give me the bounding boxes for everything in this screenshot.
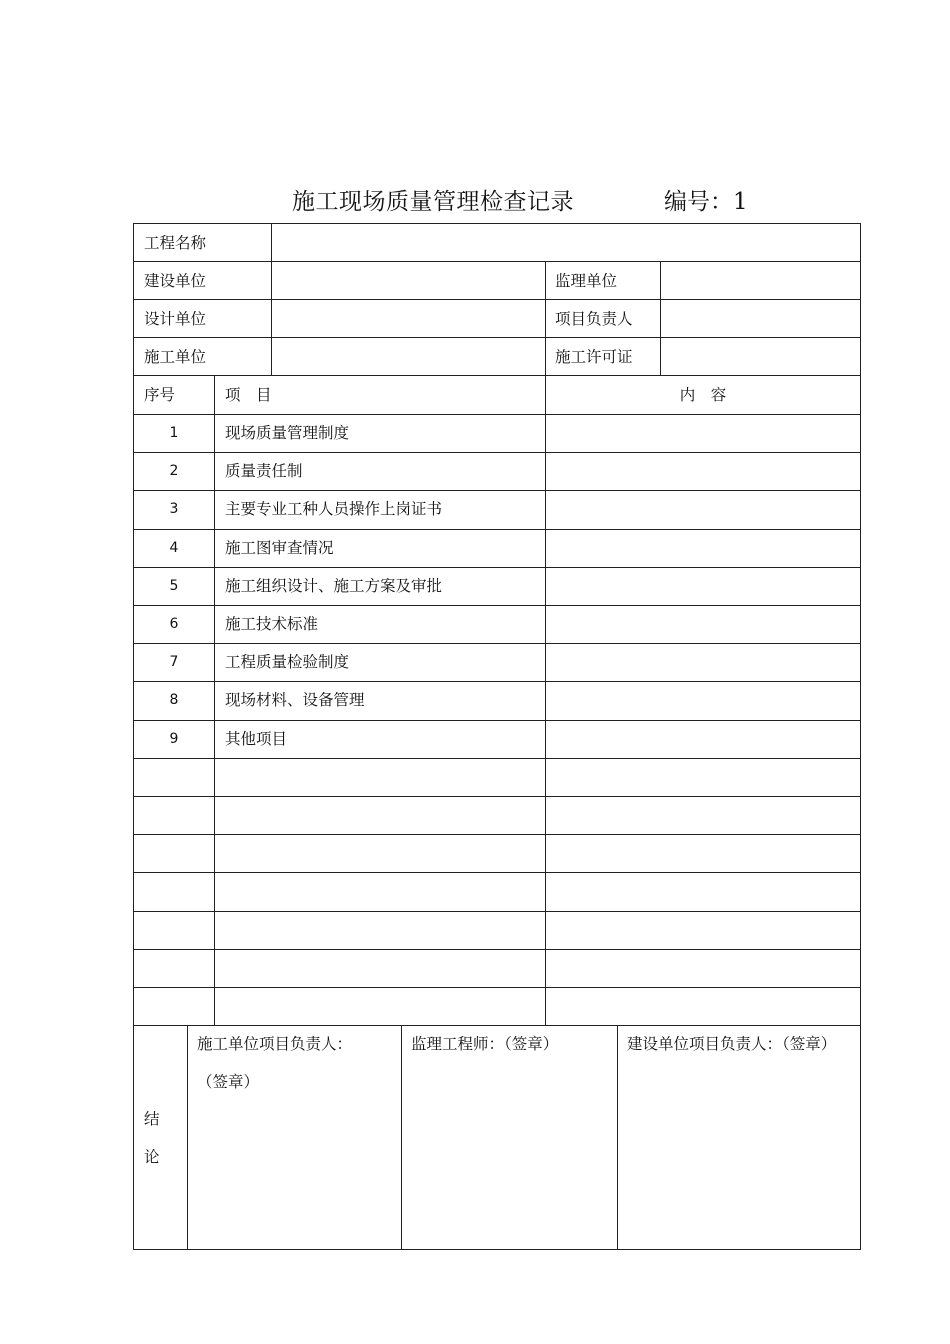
field-project-name[interactable]	[282, 224, 852, 261]
row-number: 5	[169, 577, 179, 594]
row-number	[134, 911, 214, 949]
field-project-manager[interactable]	[670, 300, 855, 337]
supervisor-signature-label: 监理工程师：（签章）	[411, 1035, 559, 1053]
col-divider	[401, 1025, 402, 1250]
col-divider	[271, 224, 272, 376]
field-construction-unit[interactable]	[282, 338, 542, 375]
row-content[interactable]	[554, 720, 854, 758]
header-item: 项 目	[225, 386, 272, 404]
page-title: 施工现场质量管理检查记录	[292, 189, 574, 215]
col-divider	[545, 261, 546, 376]
row-number: 3	[169, 501, 179, 518]
row-item: 现场质量管理制度	[225, 424, 350, 442]
label-construction-unit: 施工单位	[144, 348, 207, 366]
row-item: 现场材料、设备管理	[225, 691, 365, 710]
contractor-seal-label: （签章）	[197, 1073, 260, 1091]
row-number: 1	[169, 425, 179, 441]
row-content[interactable]	[554, 872, 854, 910]
row-item	[225, 872, 543, 910]
row-item: 工程质量检验制度	[225, 653, 350, 672]
inspection-form	[133, 223, 861, 1250]
conclusion-label-1: 结	[144, 1110, 160, 1128]
row-item: 主要专业工种人员操作上岗证书	[225, 500, 443, 519]
label-project-manager: 项目负责人	[555, 310, 633, 328]
row-number: 4	[169, 539, 179, 556]
row-item	[225, 911, 543, 949]
row-content[interactable]	[554, 758, 854, 796]
col-divider	[187, 1025, 188, 1250]
row-item: 施工组织设计、施工方案及审批	[225, 576, 443, 595]
row-number	[134, 834, 214, 872]
owner-signature-label: 建设单位项目负责人：（签章）	[627, 1035, 837, 1053]
row-content[interactable]	[554, 452, 854, 490]
row-number	[134, 758, 214, 796]
field-construction-permit[interactable]	[670, 338, 855, 375]
row-item	[225, 834, 543, 872]
col-divider	[617, 1025, 618, 1250]
row-content[interactable]	[554, 414, 854, 452]
row-number: 6	[169, 616, 179, 632]
row-number: 9	[169, 730, 179, 747]
label-design-unit: 设计单位	[144, 310, 207, 328]
row-divider	[134, 1025, 860, 1026]
title-row	[0, 183, 950, 219]
row-content[interactable]	[554, 643, 854, 681]
header-no: 序号	[144, 386, 176, 404]
row-number: 2	[169, 463, 179, 480]
field-supervision-unit[interactable]	[670, 262, 855, 299]
row-item: 质量责任制	[225, 462, 303, 481]
row-number	[134, 872, 214, 910]
row-item	[225, 758, 543, 796]
col-divider	[660, 261, 661, 376]
contractor-signature-label: 施工单位项目负责人：	[197, 1035, 353, 1053]
row-item	[225, 796, 543, 834]
row-content[interactable]	[554, 681, 854, 719]
row-item: 其他项目	[225, 729, 288, 748]
row-content[interactable]	[554, 911, 854, 949]
field-design-unit[interactable]	[282, 300, 542, 337]
row-item	[225, 987, 543, 1025]
label-construction-permit: 施工许可证	[555, 348, 633, 366]
row-number	[134, 949, 214, 987]
col-divider	[545, 376, 546, 1025]
label-project-name: 工程名称	[144, 234, 207, 252]
row-content[interactable]	[554, 796, 854, 834]
serial-number: 编号：1	[664, 189, 748, 215]
row-number	[134, 987, 214, 1025]
row-content[interactable]	[554, 949, 854, 987]
row-item	[225, 949, 543, 987]
header-content: 内 容	[679, 386, 727, 404]
row-content[interactable]	[554, 605, 854, 643]
row-content[interactable]	[554, 490, 854, 528]
conclusion-label-2: 论	[144, 1148, 160, 1166]
row-item: 施工技术标准	[225, 615, 319, 633]
field-owner-unit[interactable]	[282, 262, 542, 299]
row-item: 施工图审查情况	[225, 538, 334, 557]
row-number: 7	[169, 654, 179, 671]
row-content[interactable]	[554, 529, 854, 567]
row-content[interactable]	[554, 567, 854, 605]
col-divider	[214, 376, 215, 1025]
row-content[interactable]	[554, 834, 854, 872]
label-supervision-unit: 监理单位	[555, 272, 618, 290]
row-content[interactable]	[554, 987, 854, 1025]
label-owner-unit: 建设单位	[144, 272, 207, 290]
row-number: 8	[169, 692, 179, 709]
row-number	[134, 796, 214, 834]
